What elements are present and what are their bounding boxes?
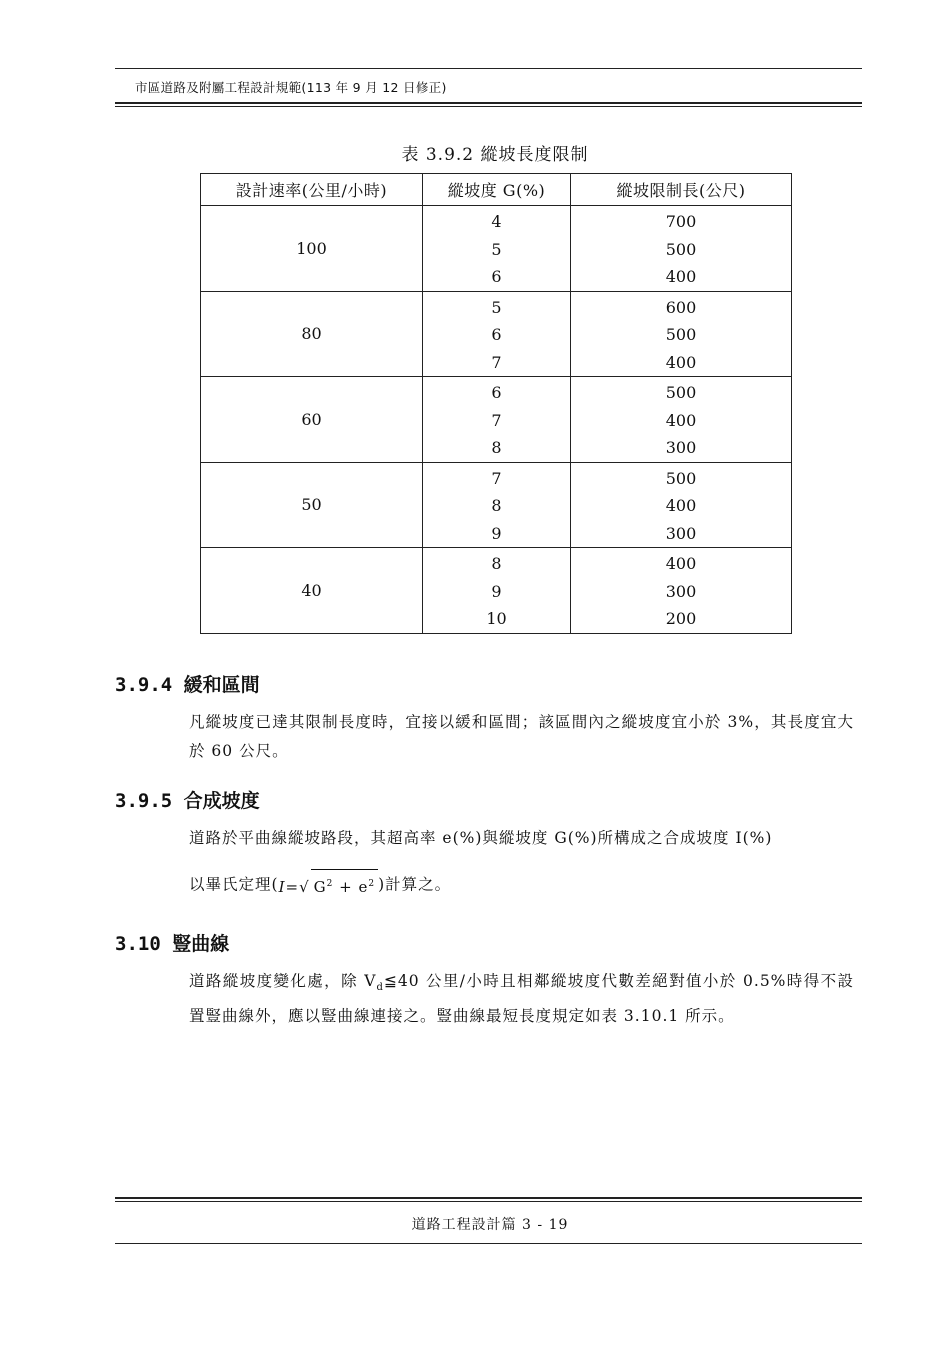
footer-rule-thin: [115, 1201, 862, 1202]
formula-radicand: [311, 869, 378, 902]
text-after-v: ≦40 公里/小時且相鄰縱坡度代數差絕對值小於 0.5%時得不設置豎曲線外，應以豎曲線連接之。豎曲線最短長度規定如表 3.10.1 所示。: [189, 972, 854, 1026]
length-value: 400: [665, 352, 697, 372]
length-value: 300: [665, 581, 697, 601]
speed-cell: 50: [201, 462, 423, 548]
grade-cell: [423, 206, 571, 292]
text-prefix: 以畢氏定理(: [189, 875, 279, 894]
table-header-row: [201, 174, 792, 206]
table-row: [201, 377, 792, 463]
grade-value: 10: [486, 609, 507, 628]
length-value: 400: [665, 267, 697, 286]
header-rule-thick: [115, 102, 862, 104]
length-value: 200: [665, 609, 697, 628]
table-row: [201, 291, 792, 377]
length-value: 500: [665, 383, 697, 402]
formula-plus-e: + e: [333, 878, 369, 896]
grade-value: 5: [491, 297, 502, 317]
speed-cell: 80: [201, 291, 423, 377]
length-value: 300: [665, 523, 697, 543]
grade-value: 7: [491, 468, 502, 488]
grade-value: 6: [491, 325, 502, 344]
section-heading-395: 3.9.5 合成坡度: [115, 790, 260, 812]
table-row: [201, 462, 792, 548]
table-caption: 表 3.9.2 縱坡長度限制: [401, 145, 589, 165]
footer-rule-bottom: [115, 1243, 862, 1244]
grade-value: 4: [491, 212, 502, 231]
section-395-line-1: 道路於平曲線縱坡路段，其超高率 e(%)與縱坡度 G(%)所構成之合成坡度 I(%): [189, 829, 773, 847]
grade-cell: [423, 462, 571, 548]
grade-value: 6: [491, 267, 502, 286]
footer-page-label: 道路工程設計篇 3 - 19: [411, 1217, 569, 1233]
formula-lhs: I=: [278, 878, 300, 896]
length-value: 500: [665, 325, 697, 344]
section-heading-310: 3.10 豎曲線: [115, 933, 230, 955]
header-rule-thin: [115, 68, 862, 69]
formula-exponent: 2: [368, 879, 376, 889]
formula-exponent: 2: [326, 879, 334, 889]
v-subscript: d: [376, 982, 384, 994]
length-value: 300: [665, 438, 697, 457]
grade-value: 8: [491, 496, 502, 515]
speed-cell: 40: [201, 548, 423, 634]
length-value: 600: [665, 297, 697, 317]
header-rule-thin-2: [115, 106, 862, 107]
length-cell: [571, 291, 792, 377]
column-header: 縱坡限制長(公尺): [571, 174, 792, 206]
grade-value: 9: [491, 581, 502, 601]
grade-value: 8: [491, 438, 502, 457]
text-before-v: 道路縱坡度變化處，除: [189, 972, 365, 990]
grade-cell: [423, 548, 571, 634]
section-394-body: 凡縱坡度已達其限制長度時，宜接以緩和區間；該區間內之縱坡度宜小於 3%，其長度宜大於 60 公尺。: [189, 713, 854, 760]
speed-cell: 100: [201, 206, 423, 292]
length-cell: [571, 548, 792, 634]
section-heading-394: 3.9.4 緩和區間: [115, 674, 260, 696]
length-value: 500: [665, 468, 697, 488]
grade-length-table: [200, 173, 792, 634]
grade-value: 5: [491, 239, 502, 259]
grade-value: 7: [491, 410, 502, 430]
grade-value: 9: [491, 523, 502, 543]
length-cell: [571, 206, 792, 292]
length-value: 400: [665, 410, 697, 430]
section-310-body: [189, 967, 854, 1031]
page-header-title: 市區道路及附屬工程設計規範(113 年 9 月 12 日修正): [135, 80, 447, 95]
section-395-line-2: [189, 869, 854, 902]
length-value: 500: [665, 239, 697, 259]
formula-g: G: [313, 878, 327, 896]
grade-cell: [423, 377, 571, 463]
grade-value: 7: [491, 352, 502, 372]
formula-radical-sign: √: [299, 878, 310, 896]
grade-cell: [423, 291, 571, 377]
grade-value: 6: [491, 383, 502, 402]
table-row: [201, 548, 792, 634]
table-row: [201, 206, 792, 292]
text-suffix: )計算之。: [378, 875, 452, 894]
length-value: 400: [665, 554, 697, 573]
pythagorean-formula: [279, 869, 379, 902]
length-value: 700: [665, 212, 697, 231]
section-395-body: [189, 824, 854, 902]
length-value: 400: [665, 496, 697, 515]
column-header: 縱坡度 G(%): [423, 174, 571, 206]
length-cell: [571, 377, 792, 463]
length-cell: [571, 462, 792, 548]
speed-cell: 60: [201, 377, 423, 463]
grade-value: 8: [491, 554, 502, 573]
column-header: 設計速率(公里/小時): [201, 174, 423, 206]
v-symbol: V: [364, 972, 377, 990]
footer-rule-thick: [115, 1197, 862, 1199]
